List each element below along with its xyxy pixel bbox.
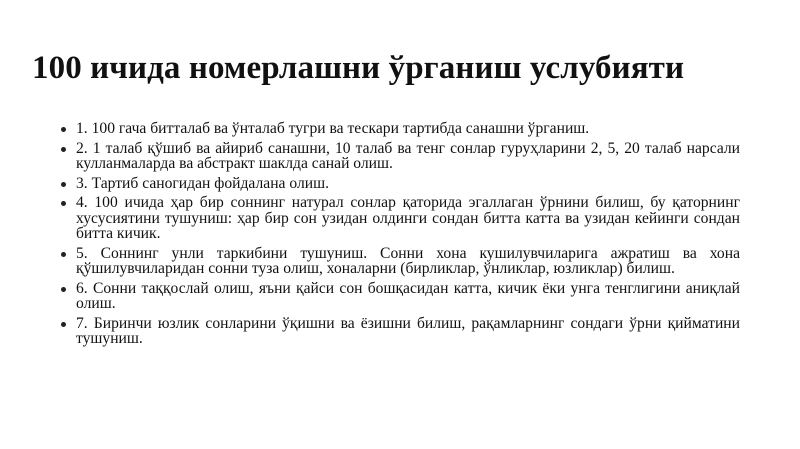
bullet-list [58,121,740,351]
list-item: 4. 100 ичида ҳар бир соннинг натурал сонлар қаторида эгаллаган ўрнини билиш, бу қаторнинг хусусиятини тушуниш: ҳар бир сон узидан олдинги сондан битта катта ва узидан кейинги сондан битта кичик. [58,195,740,242]
list-item: 7. Биринчи юзлик сонларини ўқишни ва ёзишни билиш, рақамларнинг сондаги ўрни қийматини тушуниш. [58,316,740,347]
list-item: 6. Сонни таққослай олиш, яъни қайси сон бошқасидан катта, кичик ёки унга тенглигини аниқлай олиш. [58,281,740,312]
list-item: 3. Тартиб саногидан фойдалана олиш. [58,176,740,192]
slide-title: 100 ичида номерлашни ўрганиш услубияти [32,50,685,86]
list-item: 5. Соннинг унли таркибини тушуниш. Сонни хона кушилувчиларига ажратиш ва хона қўшилувчиларидан сонни туза олиш, хоналарни (бирликлар, ўнликлар, юзликлар) билиш. [58,246,740,277]
list-item: 1. 100 гача битталаб ва ўнталаб тугри ва тескари тартибда санашни ўрганиш. [58,121,740,137]
list-item: 2. 1 талаб қўшиб ва айириб санашни, 10 талаб ва тенг сонлар гуруҳларини 2, 5, 20 талаб нарсали кулланмаларда ва абстракт шаклда санай олиш. [58,141,740,172]
